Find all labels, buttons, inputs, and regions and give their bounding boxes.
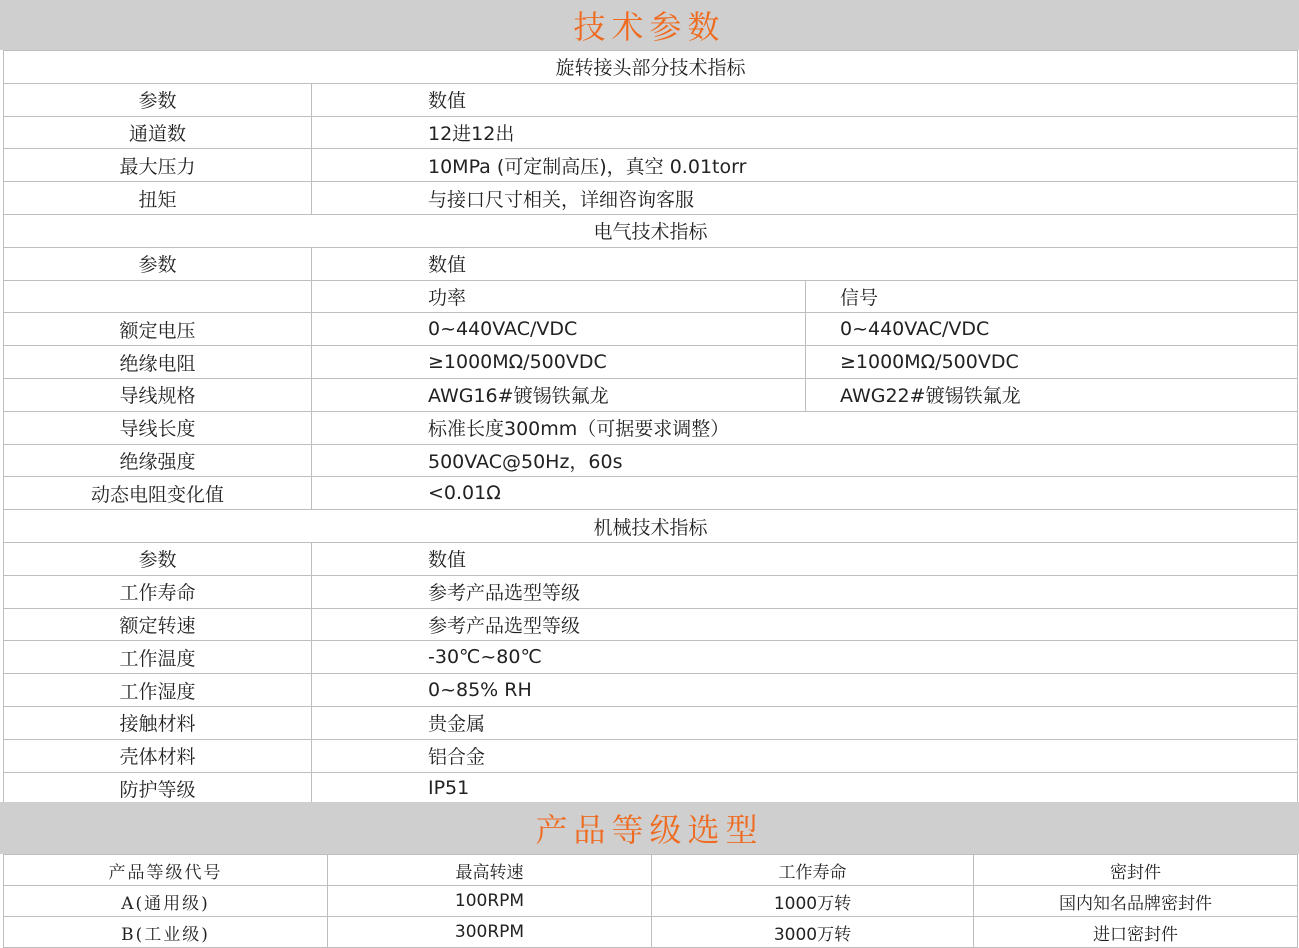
header-value: 数值 (312, 247, 1298, 280)
header-param: 参数 (4, 542, 312, 575)
param-value-power: ≥1000MΩ/500VDC (312, 346, 806, 379)
header-param: 参数 (4, 247, 312, 280)
param-value: 500VAC@50Hz，60s (312, 444, 1298, 477)
param-name: 通道数 (4, 116, 312, 149)
param-name: 工作温度 (4, 641, 312, 674)
param-name: 扭矩 (4, 182, 312, 215)
param-value: 参考产品选型等级 (312, 575, 1298, 608)
param-value: <0.01Ω (312, 477, 1298, 510)
param-name: 额定转速 (4, 608, 312, 641)
table-row (4, 706, 1298, 739)
table-header-row (4, 83, 1298, 116)
table-row (4, 641, 1298, 674)
table-row (4, 608, 1298, 641)
param-value: 12进12出 (312, 116, 1298, 149)
table-row (4, 378, 1298, 411)
section-heading-rotary: 旋转接头部分技术指标 (4, 51, 1298, 84)
table-row (4, 346, 1298, 379)
param-value: -30℃~80℃ (312, 641, 1298, 674)
table-row (4, 917, 1298, 948)
tech-params-title: 技术参数 (0, 0, 1299, 50)
table-header-row (4, 542, 1298, 575)
section-heading-row (4, 214, 1298, 247)
seal: 国内知名品牌密封件 (974, 886, 1298, 917)
table-row (4, 575, 1298, 608)
table-row (4, 411, 1298, 444)
param-value: 铝合金 (312, 739, 1298, 772)
header-seal: 密封件 (974, 855, 1298, 886)
param-value: 与接口尺寸相关，详细咨询客服 (312, 182, 1298, 215)
empty-cell (4, 280, 312, 313)
param-value: 贵金属 (312, 706, 1298, 739)
section-heading-mechanical: 机械技术指标 (4, 510, 1298, 543)
section-heading-row (4, 510, 1298, 543)
header-lifetime: 工作寿命 (652, 855, 974, 886)
param-name: 接触材料 (4, 706, 312, 739)
param-value: 参考产品选型等级 (312, 608, 1298, 641)
lifetime: 3000万转 (652, 917, 974, 948)
param-name: 最大压力 (4, 149, 312, 182)
lifetime: 1000万转 (652, 886, 974, 917)
param-name: 额定电压 (4, 313, 312, 346)
subheader-signal: 信号 (806, 280, 1298, 313)
param-value: 标准长度300mm（可据要求调整） (312, 411, 1298, 444)
max-speed: 100RPM (328, 886, 652, 917)
param-name: 防护等级 (4, 772, 312, 805)
param-value-power: 0~440VAC/VDC (312, 313, 806, 346)
section-heading-row (4, 51, 1298, 84)
param-name: 工作湿度 (4, 674, 312, 707)
param-value: 0~85% RH (312, 674, 1298, 707)
section-heading-electrical: 电气技术指标 (4, 214, 1298, 247)
param-name: 工作寿命 (4, 575, 312, 608)
table-row (4, 313, 1298, 346)
header-value: 数值 (312, 83, 1298, 116)
seal: 进口密封件 (974, 917, 1298, 948)
table-row (4, 116, 1298, 149)
param-name: 导线长度 (4, 411, 312, 444)
grade-code: A(通用级) (4, 886, 328, 917)
table-row (4, 886, 1298, 917)
param-name: 导线规格 (4, 378, 312, 411)
table-row (4, 182, 1298, 215)
max-speed: 300RPM (328, 917, 652, 948)
table-header-row (4, 855, 1298, 886)
table-row (4, 477, 1298, 510)
param-name: 壳体材料 (4, 739, 312, 772)
header-grade-code: 产品等级代号 (4, 855, 328, 886)
param-name: 绝缘强度 (4, 444, 312, 477)
subheader-power: 功率 (312, 280, 806, 313)
param-value: 10MPa (可定制高压)，真空 0.01torr (312, 149, 1298, 182)
param-value: IP51 (312, 772, 1298, 805)
param-value-signal: AWG22#镀锡铁氟龙 (806, 378, 1298, 411)
spec-table (3, 50, 1298, 805)
grade-table (3, 854, 1298, 948)
table-row (4, 149, 1298, 182)
param-value-power: AWG16#镀锡铁氟龙 (312, 378, 806, 411)
table-row (4, 772, 1298, 805)
param-name: 绝缘电阻 (4, 346, 312, 379)
table-row (4, 739, 1298, 772)
table-subheader-row (4, 280, 1298, 313)
header-value: 数值 (312, 542, 1298, 575)
grade-code: B(工业级) (4, 917, 328, 948)
param-name: 动态电阻变化值 (4, 477, 312, 510)
grade-selection-title: 产品等级选型 (0, 802, 1299, 854)
table-row (4, 444, 1298, 477)
header-param: 参数 (4, 83, 312, 116)
table-row (4, 674, 1298, 707)
header-max-speed: 最高转速 (328, 855, 652, 886)
param-value-signal: ≥1000MΩ/500VDC (806, 346, 1298, 379)
table-header-row (4, 247, 1298, 280)
param-value-signal: 0~440VAC/VDC (806, 313, 1298, 346)
